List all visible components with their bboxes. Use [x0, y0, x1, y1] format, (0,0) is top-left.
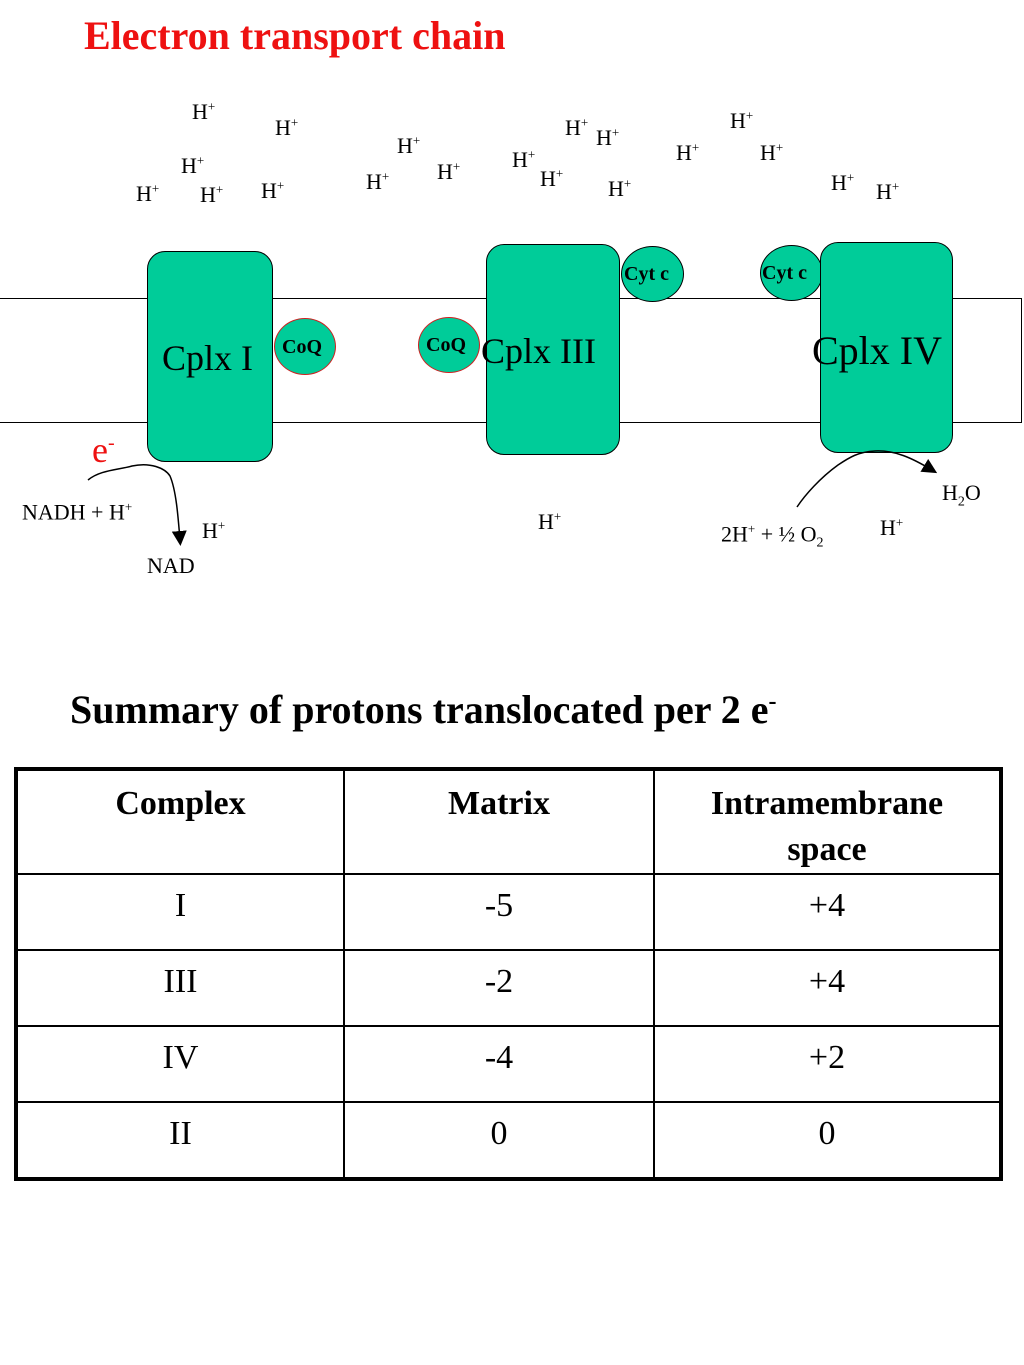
proton-label: H+: [397, 132, 421, 158]
electron-symbol: e: [92, 430, 108, 470]
cell-complex: I: [16, 874, 344, 950]
complex-iii-label: Cplx III: [481, 331, 596, 371]
proton-label: H+: [202, 517, 226, 543]
proton-label: H+: [261, 177, 285, 203]
column-header-matrix: Matrix: [344, 769, 654, 874]
oxygen-arrow: [797, 451, 932, 507]
proton-label: H+: [540, 165, 564, 191]
proton-label: H+: [136, 180, 160, 206]
table-row: [16, 874, 1001, 950]
proton-label: H+: [512, 146, 536, 172]
table-row: [16, 950, 1001, 1026]
cyt-c-1-label: Cyt c: [624, 263, 669, 285]
electron-charge: -: [107, 432, 115, 454]
nad-product: NAD: [147, 553, 195, 578]
cyt-c-2-label: Cyt c: [762, 262, 807, 284]
complex-i-label: Cplx I: [162, 338, 254, 378]
cell-complex: III: [16, 950, 344, 1026]
reactant-o2-sub: 2: [816, 535, 824, 551]
proton-label: H+: [876, 178, 900, 204]
electron-label: [92, 432, 115, 468]
summary-heading-text: Summary of protons translocated per 2 e: [70, 687, 769, 732]
nadh-charge: +: [124, 499, 133, 514]
summary-heading: [70, 686, 776, 733]
cell-matrix: 0: [344, 1102, 654, 1179]
cell-matrix: -4: [344, 1026, 654, 1102]
coq-1-label: CoQ: [282, 336, 322, 358]
proton-label: H+: [275, 114, 299, 140]
proton-label: H+: [538, 508, 562, 534]
proton-label: H+: [880, 514, 904, 540]
page-title: Electron transport chain: [84, 13, 506, 58]
proton-label: H+: [181, 152, 205, 178]
proton-label: H+: [730, 107, 754, 133]
summary-table: [14, 767, 1003, 1181]
reactant-2h: 2H: [721, 521, 748, 547]
summary-header-row: [16, 769, 1001, 874]
cell-intramembrane: +4: [654, 950, 1001, 1026]
cell-intramembrane: +2: [654, 1026, 1001, 1102]
water-sub: 2: [957, 494, 965, 510]
water-o: O: [964, 480, 981, 505]
proton-label: H+: [366, 168, 390, 194]
water-product: [942, 480, 981, 510]
cell-intramembrane: +4: [654, 874, 1001, 950]
column-header-complex: Complex: [16, 769, 344, 874]
nadh-text: NADH + H: [22, 499, 125, 525]
nadh-reactant: [22, 499, 132, 525]
table-row: [16, 1102, 1001, 1179]
cell-intramembrane: 0: [654, 1102, 1001, 1179]
oxygen-reactants: [721, 521, 824, 552]
column-header-intramembrane: Intramembrane space: [654, 769, 1001, 874]
summary-heading-sup: -: [768, 688, 777, 715]
proton-label: H+: [608, 175, 632, 201]
proton-label: H+: [760, 139, 784, 165]
complex-iv-label: Cplx IV: [812, 328, 942, 373]
proton-label: H+: [676, 139, 700, 165]
cell-matrix: -2: [344, 950, 654, 1026]
water-h: H: [942, 480, 958, 505]
table-row: [16, 1026, 1001, 1102]
proton-label: H+: [565, 114, 589, 140]
proton-label: H+: [192, 98, 216, 124]
cell-complex: IV: [16, 1026, 344, 1102]
reactant-o2: + ½ O: [755, 521, 817, 547]
cell-matrix: -5: [344, 874, 654, 950]
proton-label: H+: [596, 124, 620, 150]
proton-label: H+: [831, 169, 855, 195]
proton-label: H+: [200, 181, 224, 207]
coq-2-label: CoQ: [426, 334, 466, 356]
proton-label: H+: [437, 158, 461, 184]
cell-complex: II: [16, 1102, 344, 1179]
reactant-2h-charge: +: [747, 521, 756, 536]
